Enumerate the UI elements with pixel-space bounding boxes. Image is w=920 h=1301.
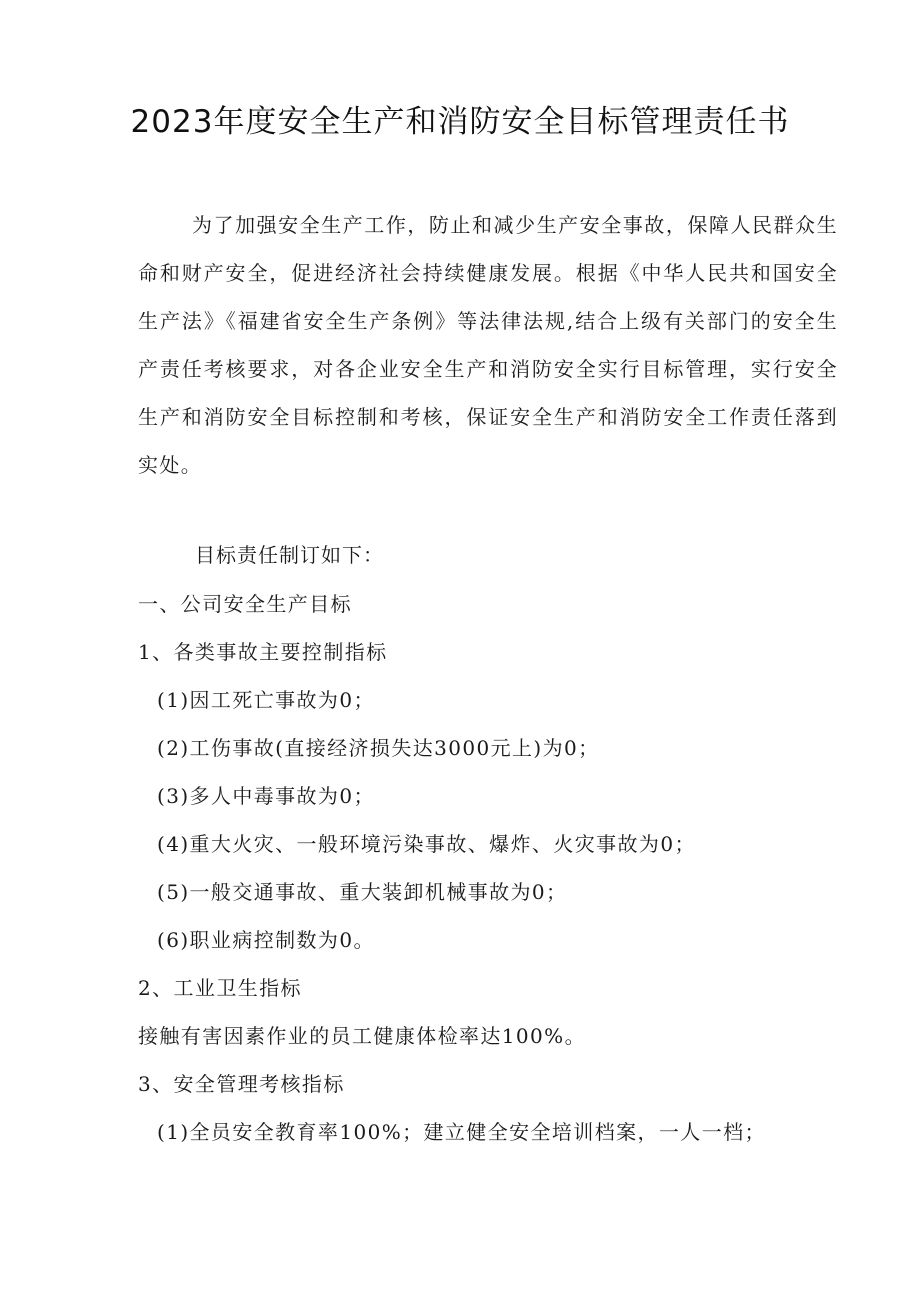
document-title: 2023年度安全生产和消防安全目标管理责任书 <box>130 104 790 140</box>
sub2-text: 接触有害因素作业的员工健康体检率达100%。 <box>138 1024 586 1048</box>
list-item: (6)职业病控制数为0。 <box>157 928 375 952</box>
list-item: (1)全员安全教育率100%；建立健全安全培训档案，一人一档； <box>157 1120 766 1144</box>
targets-heading: 目标责任制订如下： <box>195 543 384 567</box>
section1-heading: 一、公司安全生产目标 <box>138 592 352 616</box>
sub3-heading: 3、安全管理考核指标 <box>138 1072 345 1096</box>
sub2-heading: 2、工业卫生指标 <box>138 976 302 1000</box>
list-item: (2)工伤事故(直接经济损失达3000元上)为0； <box>157 736 600 760</box>
list-item: (1)因工死亡事故为0； <box>157 688 375 712</box>
sub1-heading: 1、各类事故主要控制指标 <box>138 640 388 664</box>
intro-paragraph: 为了加强安全生产工作，防止和减少生产安全事故，保障人民群众生命和财产安全，促进经济社会持续健康发展。根据《中华人民共和国安全生产法》《福建省安全生产条例》等法律法规,结合上级有关部门的安全生产责任考核要求，对各企业安全生产和消防安全实行目标管理，实行安全生产和消防安全目标控制和考核，保证安全生产和消防安全工作责任落到实处。 <box>138 213 838 477</box>
list-item: (3)多人中毒事故为0； <box>157 784 375 808</box>
list-item: (5)一般交通事故、重大装卸机械事故为0； <box>157 880 568 904</box>
list-item: (4)重大火灾、一般环境污染事故、爆炸、火灾事故为0； <box>157 832 696 856</box>
